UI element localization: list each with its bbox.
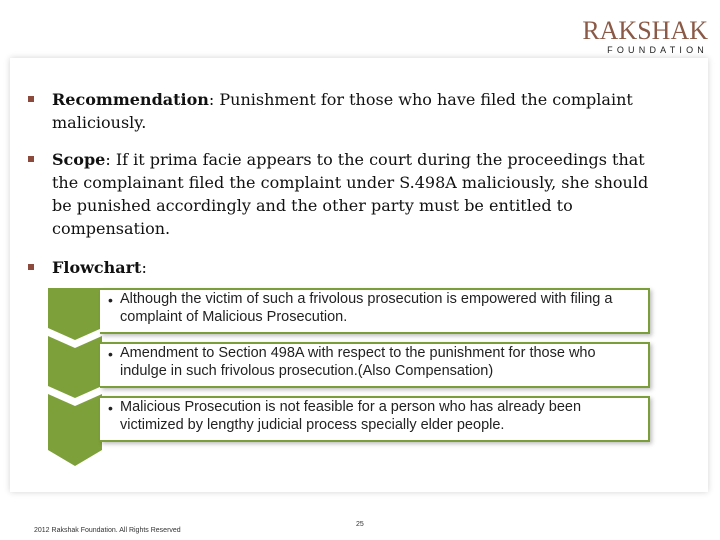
- flowchart-item: [100, 396, 650, 442]
- bullet-term: Flowchart: [52, 258, 142, 277]
- flowchart-item-text: Although the victim of such a frivolous prosecution is empowered with filing a complaint of Malicious Prosecution.: [120, 291, 613, 325]
- bullet-marker: [28, 96, 34, 102]
- flowchart-item: [100, 288, 650, 334]
- bullet-dot: •: [108, 292, 113, 308]
- bullet-dot: •: [108, 346, 113, 362]
- bullet-text: :: [141, 258, 147, 277]
- logo-subtitle: FOUNDATION: [607, 45, 708, 55]
- chevron-3: [48, 394, 102, 466]
- chevron-2: [48, 336, 102, 398]
- bullet-marker: [28, 156, 34, 162]
- flowchart-chevrons: [48, 288, 102, 468]
- bullet-text: : If it prima facie appears to the court during the proceedings that the complainant filed the complaint under S.498A maliciously, she should be punished accordingly and the other party must be entitled to compensation.: [52, 150, 649, 238]
- flowchart-item: [100, 342, 650, 388]
- bullet-term: Scope: [52, 150, 106, 169]
- bullet-recommendation: [28, 88, 668, 134]
- flowchart-item-text: Malicious Prosecution is not feasible for a person who has already been victimized by lengthy judicial process specially elder people.: [120, 399, 582, 433]
- bullet-flowchart: [28, 256, 668, 279]
- page-number: 25: [356, 521, 364, 528]
- flowchart-item-text: Amendment to Section 498A with respect to the punishment for those who indulge in such frivolous prosecution.(Also Compensation): [120, 345, 596, 379]
- logo-wordmark: RAKSHAK: [582, 16, 708, 45]
- bullet-term: Recommendation: [52, 90, 209, 109]
- rakshak-logo: [582, 18, 708, 56]
- bullet-scope: [28, 148, 668, 240]
- footer-copyright: 2012 Rakshak Foundation. All Rights Reserved: [34, 527, 181, 534]
- bullet-marker: [28, 264, 34, 270]
- bullet-dot: •: [108, 400, 113, 416]
- bullet-text: : Punishment for those who have filed the complaint maliciously.: [52, 90, 633, 132]
- chevron-1: [48, 288, 102, 340]
